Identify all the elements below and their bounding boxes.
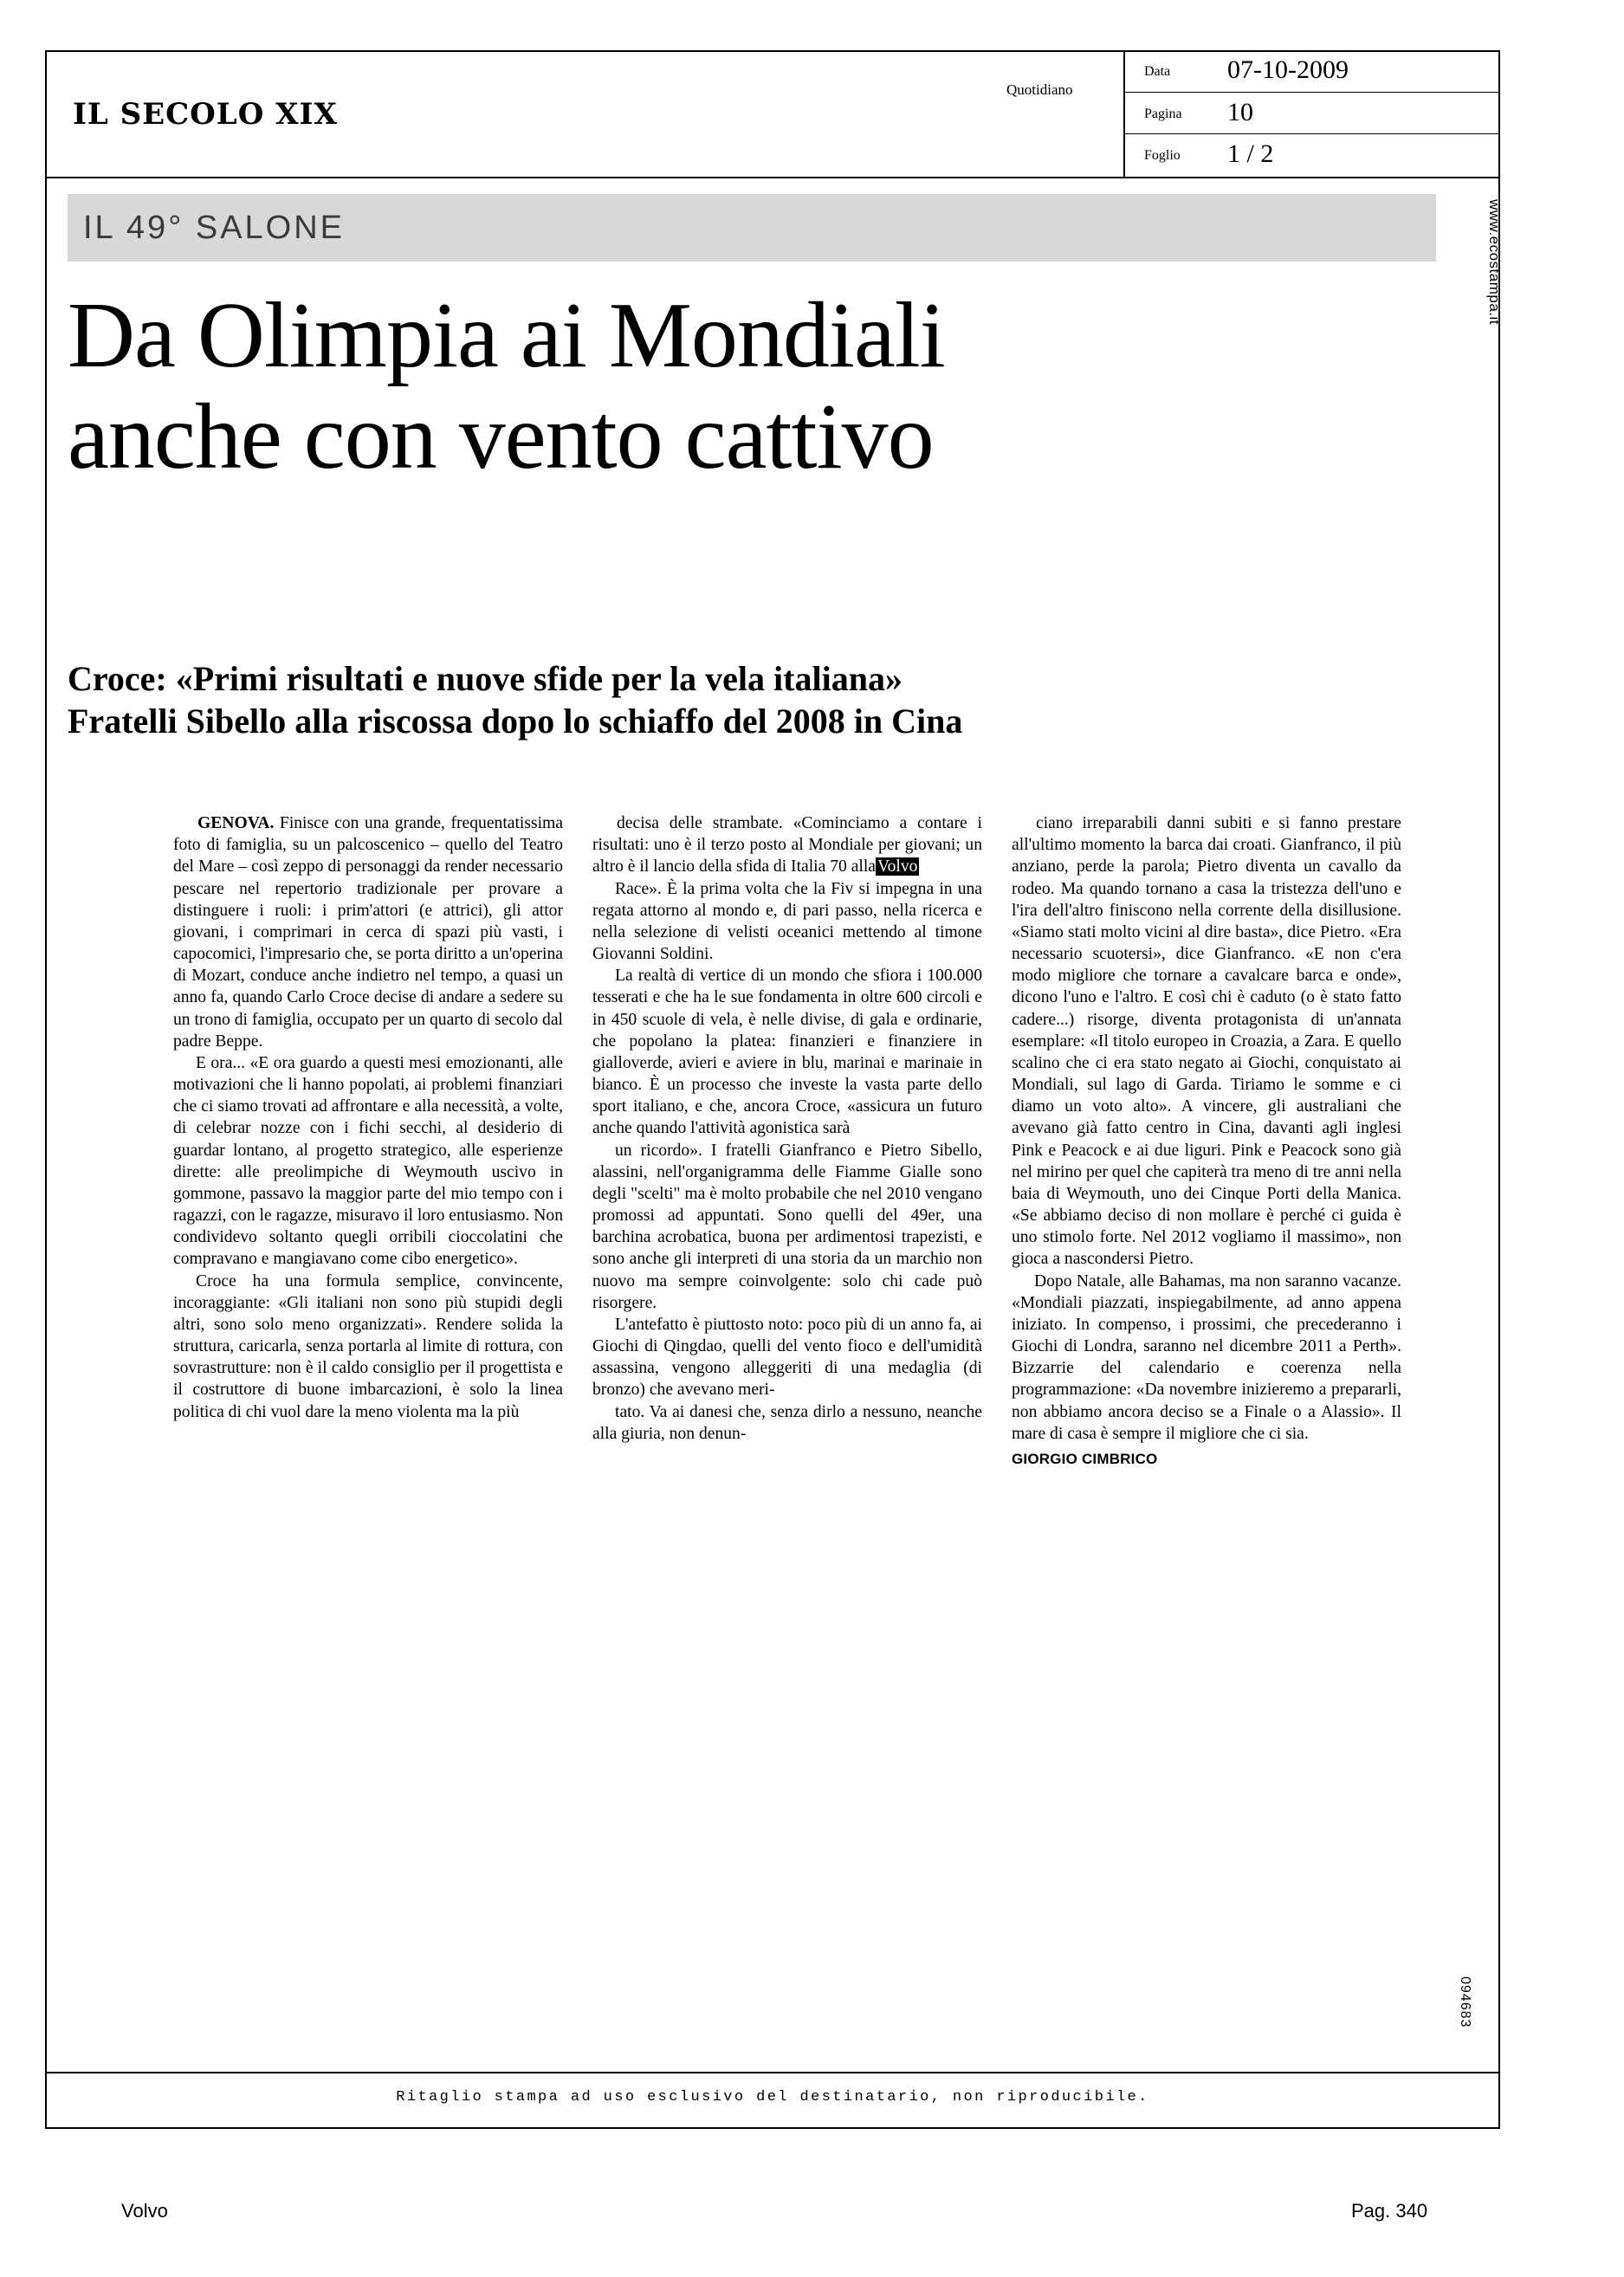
metadata-label-foglio: Foglio bbox=[1144, 148, 1181, 164]
article-column-3 bbox=[1012, 812, 1401, 1469]
article-column-2 bbox=[592, 812, 982, 1469]
metadata-label-data: Data bbox=[1144, 64, 1171, 79]
highlighted-keyword-volvo: Volvo bbox=[877, 857, 918, 877]
metadata-label-pagina: Pagina bbox=[1144, 106, 1182, 121]
metadata-row-foglio bbox=[1125, 134, 1500, 177]
newspaper-masthead: IL SECOLO XIX bbox=[73, 97, 338, 132]
paragraph: Dopo Natale, alle Bahamas, ma non saranno vacanze. «Mondiali piazzati, inspiegabilmente, ad anno appena iniziato. In compenso, i prossimi, che precederanno i Giochi di Londra, saranno nel dicembre 2011 a Perth». Bizzarrie del calendario e coerenza nella programmazione: «Da novembre inizieremo a prepararli, non abbiamo ancora deciso se a Finale o a Alassio». Il mare di casa è sempre il migliore che ci sia. bbox=[1012, 1271, 1401, 1443]
paragraph: Race». È la prima volta che la Fiv si impegna in una regata attorno al mondo e, di pari passo, nella ricerca e nella selezione di velisti oceanici mettendo al timone Giovanni Soldini. bbox=[592, 879, 982, 964]
paragraph: La realtà di vertice di un mondo che sfiora i 100.000 tesserati e che ha le sue fondamenta in oltre 600 circoli e in 450 scuole di vela, è nelle divise, di gala e ordinarie, che popolano la platea: finanzieri e finanziere in gialloverde, avieri e aviere in blu, marinai e marinaie in bianco. È un processo che investe la vasta parte dello sport italiano, e che, ancora Croce, «assicura un futuro anche quando l'attività agonistica sarà bbox=[592, 967, 982, 1138]
subheadline-line-2: Fratelli Sibello alla riscossa dopo lo schiaffo del 2008 in Cina bbox=[68, 701, 963, 741]
subheadline-line-1: Croce: «Primi risultati e nuove sfide per la vela italiana» bbox=[68, 659, 903, 698]
metadata-row-pagina bbox=[1125, 93, 1500, 135]
clipping-header bbox=[45, 50, 1500, 178]
clipping-code: 094683 bbox=[1458, 1976, 1472, 2028]
paragraph: un ricordo». I fratelli Gianfranco e Pietro Sibello, alassini, nell'organigramma delle Fiamme Gialle sono degli "scelti" ma è molto probabile che nel 2010 vengano promossi ad appuntati. Sono quelli del 49er, una barchina acrobatica, buona per ardimentosi trapezisti, e sono anche gli interpreti di una storia da un marchio non nuovo ma sempre coinvolgente: solo chi cade può risorgere. bbox=[592, 1141, 982, 1312]
metadata-row-data bbox=[1125, 50, 1500, 93]
paragraph: tato. Va ai danesi che, senza dirlo a nessuno, neanche alla giuria, non denun- bbox=[592, 1402, 982, 1443]
headline-line-1: Da Olimpia ai Mondiali bbox=[68, 284, 945, 387]
clipping-usage-note: Ritaglio stampa ad uso esclusivo del destinatario, non riproducibile. bbox=[396, 2089, 1149, 2106]
footer-page-number: Pag. 340 bbox=[1351, 2200, 1428, 2222]
ecostampa-url: www.ecostampa.it bbox=[1486, 199, 1503, 325]
metadata-value-pagina: 10 bbox=[1227, 97, 1253, 126]
paragraph-text: Finisce con una grande, frequentatissima foto di famiglia, su un palcoscenico – quello del Teatro del Mare – così zeppo di personaggi da render necessario pescare nel repertorio tradizionale per provare a distinguere i ruoli: i prim'attori (e attrici), gli attor giovani, i comprimari in cerca di spazi più vasti, i capocomici, l'impresario che, se porta diritto a un'operina di Mozart, conduce anche indietro nel tempo, a quasi un anno fa, quando Carlo Croce decise di andare a sedere su un trono di famiglia, occupato per un quarto di secolo dal padre Beppe. bbox=[173, 814, 563, 1051]
paragraph-text: decisa delle strambate. «Cominciamo a contare i risultati: uno è il terzo posto al Mondiale per giovani; un altro è il lancio della sfida di Italia 70 alla bbox=[592, 814, 982, 877]
section-band bbox=[68, 194, 1436, 262]
section-title: IL 49° SALONE bbox=[83, 210, 346, 246]
paragraph: L'antefatto è piuttosto noto: poco più di un anno fa, ai Giochi di Qingdao, quelli del vento fioco e dell'umidità assassina, vengono alleggeriti di una medaglia (di bronzo) che avevano meri- bbox=[592, 1315, 982, 1400]
paragraph: ciano irreparabili danni subiti e si fanno prestare all'ultimo momento la barca dai croati. Gianfranco, il più anziano, perde la parola; Pietro diventa un cavallo da rodeo. Ma quando tornano a casa la tristezza dell'uno e l'ira dell'altro finiscono nella corrente della disillusione. «Siamo stati molto vicini al dire basta», dice Pietro. «Era necessario scuotersi», dice Gianfranco. «E non c'era modo migliore che tornare a cavalcare barca e onde», dicono l'uno e l'altro. E così chi è caduto (o è stato fatto cadere...) risorge, diventa protagonista di un'annata esemplare: «Il titolo europeo in Croazia, a Zara. E quello scalino che ci era stato negato ai Giochi, conquistato ai Mondiali, sul lago di Garda. Tiriamo le somme e ci diamo un voto alto». A vincere, gli australiani che avevano già fatto centro in Cina, davanti agli inglesi Pink e Peacock e ai due liguri. Pink e Peacock sono già nel mirino per quel che capiterà tra meno di tre anni nella baia di Weymouth, uno dei Cinque Porti della Manica. «Se abbiamo deciso di non mollare è perché ci guida è uno stimolo forte. Nel 2012 vogliamo il massimo», non gioca a nascondersi Pietro. bbox=[1012, 814, 1401, 1269]
paragraph bbox=[173, 812, 563, 1052]
paragraph: E ora... «E ora guardo a questi mesi emozionanti, alle motivazioni che li hanno popolati, ai problemi finanziari che ci siamo trovati ad affrontare e alla necessità, a volte, di celebrar nozze con i fichi secchi, al desiderio di guardar lontano, al progetto strategico, alle esperienze dirette: alle preolimpiche di Weymouth uscivo in gommone, passavo la maggior parte del mio tempo con i ragazzi, con le ragazze, misuravo il loro entusiasmo. Non condividevo soltanto quegli orribili cioccolatini che compravano e mangiavano come cibo energetico». bbox=[173, 1053, 563, 1269]
article-subheadings bbox=[68, 658, 1453, 743]
metadata-box bbox=[1123, 50, 1500, 177]
paragraph: Croce ha una formula semplice, convincente, incoraggiante: «Gli italiani non sono più stupidi degli altri, sono solo meno organizzati». Rendere solida la struttura, caricarla, senza portarla al limite di rottura, con sovrastrutture: non è il caldo consiglio per il progettista e il costruttore di buone imbarcazioni, è solo la linea politica di chi vuol dare la meno violenta ma la più bbox=[173, 1271, 563, 1421]
article-column-1 bbox=[173, 812, 563, 1469]
article-byline: GIORGIO CIMBRICO bbox=[1012, 1450, 1158, 1467]
metadata-value-data: 07-10-2009 bbox=[1227, 55, 1349, 84]
headline-line-2: anche con vento cattivo bbox=[68, 385, 934, 488]
metadata-value-foglio: 1 / 2 bbox=[1227, 139, 1274, 169]
article-body bbox=[173, 812, 1401, 1469]
footer-note-band bbox=[45, 2072, 1500, 2129]
periodicity-label: Quotidiano bbox=[1006, 81, 1073, 98]
article-dateline: GENOVA. bbox=[197, 814, 275, 832]
article-headline bbox=[68, 286, 1453, 488]
paragraph bbox=[592, 812, 982, 878]
footer-left-label: Volvo bbox=[121, 2200, 168, 2222]
